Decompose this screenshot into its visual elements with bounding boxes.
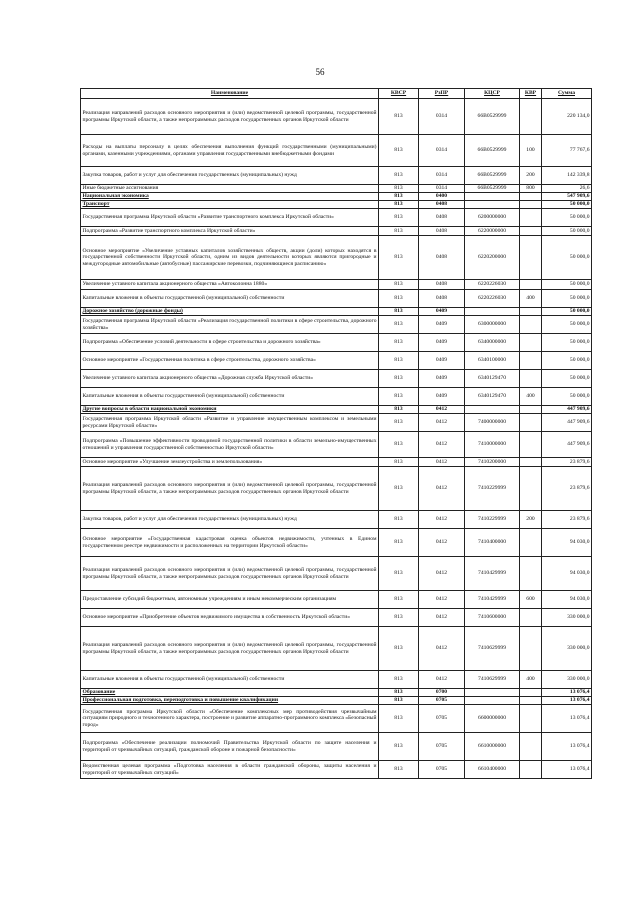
row-rzpr-cell: 0408 (419, 209, 465, 227)
row-sum-cell: 23 879,6 (542, 467, 592, 511)
row-kvr-cell (520, 308, 542, 316)
table-row (81, 185, 592, 193)
row-name-cell: Подпрограмма «Повышение эффективности проводимой государственной политики в области земельно-имущественных отношений и управления государственной собственностью Иркутской области» (81, 432, 379, 458)
table-row (81, 236, 592, 280)
table-row (81, 511, 592, 529)
table-row (81, 733, 592, 761)
row-name-cell: Другие вопросы в области национальной экономики (81, 406, 379, 414)
row-sum-cell: 330 000,0 (542, 671, 592, 689)
header-rzpr: РзПР (419, 89, 465, 99)
row-name-cell: Закупка товаров, работ и услуг для обеспечения государственных (муниципальных) нужд (81, 167, 379, 185)
row-kvsr-cell: 813 (379, 236, 419, 280)
table-row (81, 432, 592, 458)
row-kvr-cell (520, 557, 542, 591)
row-kvsr-cell: 813 (379, 529, 419, 557)
row-kvr-cell (520, 209, 542, 227)
row-kvsr-cell: 813 (379, 689, 419, 697)
row-kvr-cell: 200 (520, 167, 542, 185)
row-rzpr-cell: 0400 (419, 193, 465, 201)
row-name-cell: Увеличение уставного капитала акционерного общества «Автоколонна 1880» (81, 280, 379, 290)
row-name-cell: Предоставление субсидий бюджетным, автономным учреждениям и иным некоммерческим организациям (81, 591, 379, 609)
row-sum-cell: 13 076,4 (542, 697, 592, 705)
row-kcsr-cell: 6610000000 (465, 733, 520, 761)
row-kvsr-cell: 813 (379, 352, 419, 370)
row-kvsr-cell: 813 (379, 627, 419, 671)
table-row (81, 697, 592, 705)
table-row (81, 761, 592, 779)
row-kvsr-cell: 813 (379, 334, 419, 352)
table-row (81, 201, 592, 209)
row-name-cell: Дорожное хозяйство (дорожные фонды) (81, 308, 379, 316)
row-sum-cell: 94 030,0 (542, 529, 592, 557)
row-sum-cell: 50 000,0 (542, 388, 592, 406)
row-name-cell: Основное мероприятие «Увеличение уставных капиталов хозяйственных обществ, акции (доли) которых находятся в государственной собственности Иркутской области, одним из видов деятельности которых являются пригородные и междугородные автомобильные (автобусные) пассажирские перевозки, подчиняющиеся расписанию» (81, 236, 379, 280)
row-sum-cell: 50 000,0 (542, 352, 592, 370)
row-kcsr-cell: 66В0529999 (465, 135, 520, 167)
table-row (81, 167, 592, 185)
row-kvsr-cell: 813 (379, 185, 419, 193)
row-kvsr-cell: 813 (379, 705, 419, 733)
row-kcsr-cell: 7410229999 (465, 511, 520, 529)
row-kvr-cell (520, 761, 542, 779)
row-kvr-cell: 400 (520, 671, 542, 689)
row-sum-cell: 50 000,0 (542, 308, 592, 316)
row-name-cell: Национальная экономика (81, 193, 379, 201)
row-kcsr-cell: 7410629999 (465, 627, 520, 671)
row-rzpr-cell: 0412 (419, 406, 465, 414)
row-name-cell: Основное мероприятие «Приобретение объектов недвижимого имущества в собственность Иркутской области» (81, 609, 379, 627)
header-kcsr: КЦСР (465, 89, 520, 99)
row-kvr-cell (520, 280, 542, 290)
row-kvr-cell: 400 (520, 388, 542, 406)
row-kvsr-cell: 813 (379, 406, 419, 414)
row-kcsr-cell: 6340129470 (465, 388, 520, 406)
row-kvr-cell (520, 352, 542, 370)
row-kcsr-cell: 6340129470 (465, 370, 520, 388)
row-kvr-cell (520, 201, 542, 209)
row-rzpr-cell: 0412 (419, 529, 465, 557)
row-kvsr-cell: 813 (379, 697, 419, 705)
row-name-cell: Капитальные вложения в объекты государственной (муниципальной) собственности (81, 388, 379, 406)
row-name-cell: Государственная программа Иркутской области «Развитие транспортного комплекса Иркутской области» (81, 209, 379, 227)
table-row (81, 414, 592, 432)
row-kcsr-cell: 66В0529999 (465, 185, 520, 193)
row-rzpr-cell: 0412 (419, 609, 465, 627)
row-sum-cell: 50 000,0 (542, 201, 592, 209)
header-kvsr: КВСР (379, 89, 419, 99)
row-kvr-cell (520, 609, 542, 627)
row-sum-cell: 142 339,8 (542, 167, 592, 185)
row-name-cell: Капитальные вложения в объекты государственной (муниципальной) собственности (81, 671, 379, 689)
row-kcsr-cell: 6220200000 (465, 236, 520, 280)
row-sum-cell: 547 909,6 (542, 193, 592, 201)
row-kvr-cell: 400 (520, 290, 542, 308)
row-sum-cell: 220 134,0 (542, 99, 592, 135)
row-kcsr-cell (465, 689, 520, 697)
table-row (81, 529, 592, 557)
row-kvr-cell (520, 193, 542, 201)
header-name: Наименование (81, 89, 379, 99)
row-rzpr-cell: 0409 (419, 316, 465, 334)
row-sum-cell: 26,6 (542, 185, 592, 193)
row-kcsr-cell: 6600000000 (465, 705, 520, 733)
row-kvsr-cell: 813 (379, 733, 419, 761)
row-kcsr-cell (465, 201, 520, 209)
row-kvr-cell (520, 529, 542, 557)
row-kcsr-cell: 7410600000 (465, 609, 520, 627)
row-name-cell: Государственная программа Иркутской области «Реализация государственной политики в сфере строительства, дорожного хозяйства» (81, 316, 379, 334)
row-kvsr-cell: 813 (379, 280, 419, 290)
row-rzpr-cell: 0408 (419, 201, 465, 209)
row-name-cell: Подпрограмма «Развитие транспортного комплекса Иркутской области» (81, 227, 379, 236)
row-kcsr-cell: 7410400000 (465, 529, 520, 557)
row-kcsr-cell (465, 193, 520, 201)
table-header-row (81, 89, 592, 99)
row-kvsr-cell: 813 (379, 432, 419, 458)
row-kcsr-cell: 6610400000 (465, 761, 520, 779)
row-rzpr-cell: 0412 (419, 671, 465, 689)
table-row (81, 627, 592, 671)
row-sum-cell: 23 879,6 (542, 458, 592, 467)
row-kcsr-cell: 7410429999 (465, 591, 520, 609)
table-row (81, 290, 592, 308)
row-name-cell: Основное мероприятие «Государственная политика в сфере строительства, дорожного хозяйства» (81, 352, 379, 370)
row-name-cell: Основное мероприятие «Улучшение землеустройства и землепользования» (81, 458, 379, 467)
row-rzpr-cell: 0314 (419, 167, 465, 185)
row-rzpr-cell: 0408 (419, 227, 465, 236)
row-kvr-cell (520, 370, 542, 388)
row-sum-cell: 447 909,6 (542, 414, 592, 432)
row-kvr-cell: 600 (520, 591, 542, 609)
row-kvsr-cell: 813 (379, 316, 419, 334)
row-sum-cell: 23 879,6 (542, 511, 592, 529)
row-name-cell: Подпрограмма «Обеспечение условий деятельности в сфере строительства и дорожного хозяйства» (81, 334, 379, 352)
row-sum-cell: 50 000,0 (542, 227, 592, 236)
row-kvsr-cell: 813 (379, 414, 419, 432)
row-name-cell: Образование (81, 689, 379, 697)
row-rzpr-cell: 0705 (419, 705, 465, 733)
row-name-cell: Ведомственная целевая программа «Подготовка населения в области гражданской обороны, защиты населения и территорий от чрезвычайных ситуаций» (81, 761, 379, 779)
table-row (81, 280, 592, 290)
row-kcsr-cell: 7410629999 (465, 671, 520, 689)
row-sum-cell: 447 909,6 (542, 406, 592, 414)
row-kvsr-cell: 813 (379, 201, 419, 209)
row-kcsr-cell: 6220226030 (465, 280, 520, 290)
row-rzpr-cell: 0408 (419, 280, 465, 290)
row-kvsr-cell: 813 (379, 99, 419, 135)
row-kvsr-cell: 813 (379, 557, 419, 591)
row-sum-cell: 330 000,0 (542, 609, 592, 627)
row-kvr-cell (520, 406, 542, 414)
table-row (81, 557, 592, 591)
row-kvsr-cell: 813 (379, 167, 419, 185)
row-name-cell: Основное мероприятие «Государственная кадастровая оценка объектов недвижимости, учтенных в Едином государственном реестре недвижимости и расположенных на территории Иркутской области» (81, 529, 379, 557)
table-row (81, 591, 592, 609)
row-kcsr-cell (465, 697, 520, 705)
table-row (81, 388, 592, 406)
table-row (81, 467, 592, 511)
row-name-cell: Реализация направлений расходов основного мероприятия и (или) ведомственной целевой программы, государственной программы Иркутской области, а также непрограммных расходов государственных органов Иркутской области (81, 557, 379, 591)
row-kvr-cell (520, 458, 542, 467)
row-kvsr-cell: 813 (379, 467, 419, 511)
row-name-cell: Увеличение уставного капитала акционерного общества «Дорожная служба Иркутской области» (81, 370, 379, 388)
row-rzpr-cell: 0409 (419, 334, 465, 352)
row-rzpr-cell: 0412 (419, 458, 465, 467)
row-rzpr-cell: 0412 (419, 467, 465, 511)
row-rzpr-cell: 0409 (419, 352, 465, 370)
row-rzpr-cell: 0409 (419, 370, 465, 388)
page-number: 56 (315, 67, 325, 77)
row-kcsr-cell: 6340100000 (465, 352, 520, 370)
row-sum-cell: 330 000,0 (542, 627, 592, 671)
row-name-cell: Государственная программа Иркутской области «Обеспечение комплексных мер противодействия чрезвычайным ситуациям природного и техногенного характера, построение и развитие аппаратно-программного комплекса «Безопасный город» (81, 705, 379, 733)
row-kcsr-cell: 66В0529999 (465, 99, 520, 135)
row-kvr-cell (520, 414, 542, 432)
row-rzpr-cell: 0412 (419, 432, 465, 458)
row-rzpr-cell: 0408 (419, 290, 465, 308)
row-name-cell: Государственная программа Иркутской области «Развитие и управление имущественным комплексом и земельными ресурсами Иркутской области» (81, 414, 379, 432)
row-name-cell: Иные бюджетные ассигнования (81, 185, 379, 193)
row-kvsr-cell: 813 (379, 370, 419, 388)
row-name-cell: Расходы на выплаты персоналу в целях обеспечения выполнения функций государственными (муниципальными) органами, казенными учреждениями, органами управления государственными внебюджетными фондами (81, 135, 379, 167)
row-rzpr-cell: 0705 (419, 733, 465, 761)
row-sum-cell: 50 000,0 (542, 370, 592, 388)
row-sum-cell: 50 000,0 (542, 290, 592, 308)
row-kcsr-cell: 6220000000 (465, 227, 520, 236)
row-kvr-cell (520, 733, 542, 761)
row-kvr-cell (520, 689, 542, 697)
row-kvsr-cell: 813 (379, 458, 419, 467)
row-sum-cell: 50 000,0 (542, 209, 592, 227)
row-kcsr-cell: 7400000000 (465, 414, 520, 432)
row-kvr-cell (520, 467, 542, 511)
row-kcsr-cell: 6220226030 (465, 290, 520, 308)
table-row (81, 209, 592, 227)
row-rzpr-cell: 0412 (419, 557, 465, 591)
row-sum-cell: 50 000,0 (542, 236, 592, 280)
row-kvr-cell (520, 236, 542, 280)
row-rzpr-cell: 0314 (419, 185, 465, 193)
row-sum-cell: 13 076,4 (542, 761, 592, 779)
table-row (81, 227, 592, 236)
table-row (81, 406, 592, 414)
table-row (81, 609, 592, 627)
row-rzpr-cell: 0705 (419, 697, 465, 705)
budget-table (80, 88, 592, 779)
row-kcsr-cell: 6300000000 (465, 316, 520, 334)
table-row (81, 99, 592, 135)
table-row (81, 316, 592, 334)
row-name-cell: Профессиональная подготовка, переподготовка и повышение квалификации (81, 697, 379, 705)
row-rzpr-cell: 0314 (419, 99, 465, 135)
row-kvsr-cell: 813 (379, 671, 419, 689)
row-rzpr-cell: 0412 (419, 511, 465, 529)
header-sum: Сумма (542, 89, 592, 99)
row-rzpr-cell: 0409 (419, 308, 465, 316)
row-kvr-cell: 100 (520, 135, 542, 167)
row-kvsr-cell: 813 (379, 135, 419, 167)
table-row (81, 370, 592, 388)
row-name-cell: Закупка товаров, работ и услуг для обеспечения государственных (муниципальных) нужд (81, 511, 379, 529)
table-row (81, 671, 592, 689)
row-kvr-cell (520, 432, 542, 458)
row-kcsr-cell: 7410200000 (465, 458, 520, 467)
row-kvsr-cell: 813 (379, 308, 419, 316)
table-row (81, 334, 592, 352)
table-row (81, 135, 592, 167)
row-kvr-cell (520, 705, 542, 733)
row-kvsr-cell: 813 (379, 609, 419, 627)
row-kvr-cell (520, 334, 542, 352)
row-sum-cell: 94 030,0 (542, 591, 592, 609)
row-kvsr-cell: 813 (379, 511, 419, 529)
header-kvr: КВР (520, 89, 542, 99)
row-rzpr-cell: 0412 (419, 627, 465, 671)
row-kcsr-cell: 7410429999 (465, 557, 520, 591)
row-name-cell: Реализация направлений расходов основного мероприятия и (или) ведомственной целевой программы, государственной программы Иркутской области, а также непрограммных расходов государственных органов Иркутской области (81, 467, 379, 511)
row-kvsr-cell: 813 (379, 591, 419, 609)
table-row (81, 705, 592, 733)
row-sum-cell: 50 000,0 (542, 334, 592, 352)
row-name-cell: Реализация направлений расходов основного мероприятия и (или) ведомственной целевой программы, государственной программы Иркутской области, а также непрограммных расходов государственных органов Иркутской области (81, 99, 379, 135)
row-kcsr-cell: 7410229999 (465, 467, 520, 511)
row-kcsr-cell: 7410000000 (465, 432, 520, 458)
row-kvsr-cell: 813 (379, 227, 419, 236)
row-kvsr-cell: 813 (379, 388, 419, 406)
table-row (81, 352, 592, 370)
row-rzpr-cell: 0705 (419, 761, 465, 779)
row-rzpr-cell: 0409 (419, 388, 465, 406)
row-name-cell: Транспорт (81, 201, 379, 209)
row-kvr-cell (520, 697, 542, 705)
row-sum-cell: 50 000,0 (542, 280, 592, 290)
row-kvr-cell (520, 316, 542, 334)
row-name-cell: Подпрограмма «Обеспечение реализации полномочий Правительства Иркутской области по защите населения и территорий от чрезвычайных ситуаций, гражданской обороне и пожарной безопасности» (81, 733, 379, 761)
row-sum-cell: 77 767,6 (542, 135, 592, 167)
row-sum-cell: 13 076,4 (542, 705, 592, 733)
row-name-cell: Реализация направлений расходов основного мероприятия и (или) ведомственной целевой программы, государственной программы Иркутской области, а также непрограммных расходов государственных органов Иркутской области (81, 627, 379, 671)
row-kvsr-cell: 813 (379, 209, 419, 227)
row-kvsr-cell: 813 (379, 761, 419, 779)
row-kvr-cell: 800 (520, 185, 542, 193)
row-kcsr-cell: 6340000000 (465, 334, 520, 352)
row-rzpr-cell: 0412 (419, 414, 465, 432)
row-kcsr-cell (465, 308, 520, 316)
table-row (81, 193, 592, 201)
row-kvsr-cell: 813 (379, 290, 419, 308)
row-kcsr-cell: 66В0529999 (465, 167, 520, 185)
table-row (81, 308, 592, 316)
row-kvr-cell (520, 99, 542, 135)
row-kcsr-cell: 6200000000 (465, 209, 520, 227)
row-sum-cell: 50 000,0 (542, 316, 592, 334)
row-rzpr-cell: 0412 (419, 591, 465, 609)
table-body (81, 99, 592, 779)
row-sum-cell: 13 076,4 (542, 733, 592, 761)
row-name-cell: Капитальные вложения в объекты государственной (муниципальной) собственности (81, 290, 379, 308)
row-sum-cell: 94 030,0 (542, 557, 592, 591)
row-rzpr-cell: 0314 (419, 135, 465, 167)
table-row (81, 458, 592, 467)
row-kvr-cell (520, 227, 542, 236)
row-kvr-cell: 200 (520, 511, 542, 529)
row-kcsr-cell (465, 406, 520, 414)
row-sum-cell: 13 076,4 (542, 689, 592, 697)
row-kvsr-cell: 813 (379, 193, 419, 201)
row-rzpr-cell: 0408 (419, 236, 465, 280)
row-sum-cell: 447 909,6 (542, 432, 592, 458)
table-row (81, 689, 592, 697)
row-rzpr-cell: 0700 (419, 689, 465, 697)
row-kvr-cell (520, 627, 542, 671)
